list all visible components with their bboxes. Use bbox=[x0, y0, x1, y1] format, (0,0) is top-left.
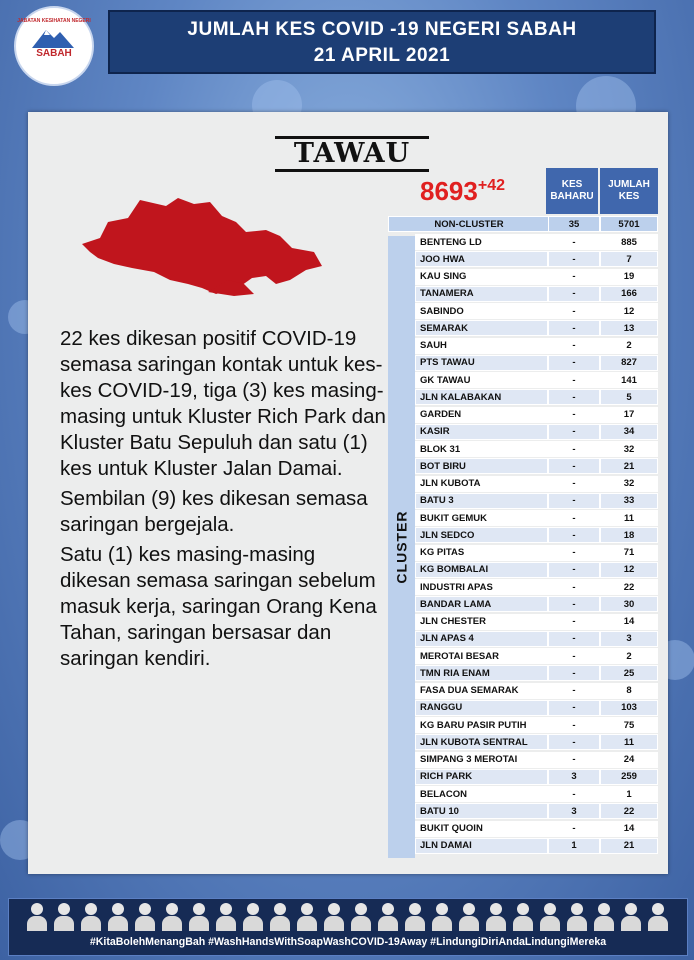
cluster-name: PTS TAWAU bbox=[415, 355, 548, 371]
cluster-total-cases: 21 bbox=[600, 458, 658, 474]
person-icon bbox=[378, 903, 398, 931]
cluster-total-cases: 166 bbox=[600, 286, 658, 302]
cluster-new-cases: - bbox=[548, 821, 600, 837]
cluster-new-cases: - bbox=[548, 786, 600, 802]
cluster-new-cases: - bbox=[548, 303, 600, 319]
cluster-new-cases: - bbox=[548, 355, 600, 371]
non-cluster-new: 35 bbox=[548, 216, 600, 232]
cluster-new-cases: - bbox=[548, 407, 600, 423]
header-total-cases: JUMLAH KES bbox=[600, 168, 658, 214]
cumulative-cases: 8693 bbox=[420, 176, 478, 206]
cluster-total-cases: 24 bbox=[600, 752, 658, 768]
cluster-name: BANDAR LAMA bbox=[415, 596, 548, 612]
cluster-name: SEMARAK bbox=[415, 320, 548, 336]
cluster-name: BATU 10 bbox=[415, 803, 548, 819]
logo-tagline: JABATAN KESIHATAN NEGERI bbox=[17, 18, 91, 24]
cluster-new-cases: - bbox=[548, 648, 600, 664]
person-icon bbox=[459, 903, 479, 931]
district-title: TAWAU bbox=[275, 136, 429, 172]
cluster-total-cases: 2 bbox=[600, 648, 658, 664]
cluster-new-cases: - bbox=[548, 527, 600, 543]
cluster-total-cases: 103 bbox=[600, 700, 658, 716]
cluster-total-cases: 141 bbox=[600, 372, 658, 388]
person-icon bbox=[216, 903, 236, 931]
cluster-total-cases: 3 bbox=[600, 631, 658, 647]
cluster-name: JLN CHESTER bbox=[415, 614, 548, 630]
cluster-name: BATU 3 bbox=[415, 493, 548, 509]
cluster-new-cases: - bbox=[548, 372, 600, 388]
person-icon bbox=[486, 903, 506, 931]
cluster-new-cases: - bbox=[548, 683, 600, 699]
description-contact-screening: 22 kes dikesan positif COVID-19 semasa saringan kontak untuk kes-kes COVID-19, tiga (3) kes masing-masing untuk Kluster Rich Park dan Kluster Batu Sepuluh dan satu (1) kes untuk Kluster Jalan Damai. bbox=[60, 327, 386, 480]
header-title: JUMLAH KES COVID -19 NEGERI SABAH bbox=[187, 19, 577, 40]
cluster-name: KG PITAS bbox=[415, 545, 548, 561]
person-icon bbox=[243, 903, 263, 931]
cluster-total-cases: 25 bbox=[600, 665, 658, 681]
cluster-new-cases: 3 bbox=[548, 803, 600, 819]
page-header bbox=[108, 10, 656, 74]
cluster-new-cases: - bbox=[548, 389, 600, 405]
cluster-new-cases: - bbox=[548, 752, 600, 768]
person-icon bbox=[81, 903, 101, 931]
header-date: 21 APRIL 2021 bbox=[313, 45, 451, 66]
cluster-total-cases: 8 bbox=[600, 683, 658, 699]
cluster-total-cases: 32 bbox=[600, 476, 658, 492]
person-icon bbox=[54, 903, 74, 931]
cluster-new-cases: - bbox=[548, 424, 600, 440]
cluster-total-cases: 75 bbox=[600, 717, 658, 733]
cluster-name: BELACON bbox=[415, 786, 548, 802]
cluster-new-cases: - bbox=[548, 631, 600, 647]
cluster-name: GARDEN bbox=[415, 407, 548, 423]
person-icon bbox=[513, 903, 533, 931]
cluster-total-cases: 1 bbox=[600, 786, 658, 802]
cluster-new-cases: - bbox=[548, 286, 600, 302]
cluster-new-cases: - bbox=[548, 234, 600, 250]
person-icon bbox=[297, 903, 317, 931]
description-symptomatic-screening: Sembilan (9) kes dikesan semasa saringan bergejala. bbox=[60, 487, 368, 536]
cluster-total-cases: 14 bbox=[600, 614, 658, 630]
header-new-cases: KES BAHARU bbox=[546, 168, 598, 214]
footer-hashtags: #KitaBolehMenangBah #WashHandsWithSoapWashCOVID-19Away #LindungiDiriAndaLindungiMereka bbox=[89, 936, 607, 948]
cluster-total-cases: 71 bbox=[600, 545, 658, 561]
cluster-total-cases: 2 bbox=[600, 338, 658, 354]
cluster-new-cases: - bbox=[548, 338, 600, 354]
cluster-name: SIMPANG 3 MEROTAI bbox=[415, 752, 548, 768]
cluster-name: KAU SING bbox=[415, 269, 548, 285]
cluster-total-cases: 12 bbox=[600, 303, 658, 319]
cluster-total-cases: 32 bbox=[600, 441, 658, 457]
cluster-total-cases: 12 bbox=[600, 562, 658, 578]
cluster-total-cases: 21 bbox=[600, 838, 658, 854]
cluster-new-cases: 3 bbox=[548, 769, 600, 785]
cluster-name: BOT BIRU bbox=[415, 458, 548, 474]
cluster-total-cases: 259 bbox=[600, 769, 658, 785]
cluster-total-cases: 7 bbox=[600, 251, 658, 267]
cluster-new-cases: - bbox=[548, 717, 600, 733]
cluster-name: KASIR bbox=[415, 424, 548, 440]
cluster-name: JLN KALABAKAN bbox=[415, 389, 548, 405]
cluster-name: BENTENG LD bbox=[415, 234, 548, 250]
person-icon bbox=[540, 903, 560, 931]
cluster-new-cases: - bbox=[548, 614, 600, 630]
cluster-new-cases: - bbox=[548, 545, 600, 561]
cluster-total-cases: 11 bbox=[600, 734, 658, 750]
cluster-label-text: CLUSTER bbox=[393, 510, 410, 584]
cluster-new-cases: - bbox=[548, 251, 600, 267]
cluster-total-cases: 34 bbox=[600, 424, 658, 440]
cluster-new-cases: - bbox=[548, 665, 600, 681]
non-cluster-total: 5701 bbox=[600, 216, 658, 232]
person-icon bbox=[432, 903, 452, 931]
cluster-name: MEROTAI BESAR bbox=[415, 648, 548, 664]
person-icon bbox=[405, 903, 425, 931]
person-icon bbox=[648, 903, 668, 931]
cluster-total-cases: 5 bbox=[600, 389, 658, 405]
cluster-new-cases: - bbox=[548, 493, 600, 509]
cluster-name: SABINDO bbox=[415, 303, 548, 319]
cluster-name: JLN SEDCO bbox=[415, 527, 548, 543]
cluster-total-cases: 885 bbox=[600, 234, 658, 250]
cluster-name: JOO HWA bbox=[415, 251, 548, 267]
cluster-total-cases: 17 bbox=[600, 407, 658, 423]
case-description bbox=[60, 326, 390, 676]
cluster-name: RANGGU bbox=[415, 700, 548, 716]
person-icon bbox=[567, 903, 587, 931]
cluster-name: JLN APAS 4 bbox=[415, 631, 548, 647]
description-other-screening: Satu (1) kes masing-masing dikesan semasa saringan sebelum masuk kerja, saringan Orang Kena Tahan, saringan bersasar dan saringan kendiri. bbox=[60, 543, 377, 670]
cluster-new-cases: - bbox=[548, 579, 600, 595]
cluster-total-cases: 19 bbox=[600, 269, 658, 285]
cluster-new-cases: - bbox=[548, 458, 600, 474]
cluster-new-cases: - bbox=[548, 562, 600, 578]
cluster-name: TMN RIA ENAM bbox=[415, 665, 548, 681]
cluster-name: JLN KUBOTA bbox=[415, 476, 548, 492]
cluster-new-cases: - bbox=[548, 269, 600, 285]
cluster-name: JLN DAMAI bbox=[415, 838, 548, 854]
tawau-map-icon bbox=[70, 192, 330, 302]
person-icon bbox=[108, 903, 128, 931]
cluster-side-label bbox=[388, 236, 415, 858]
cluster-name: TANAMERA bbox=[415, 286, 548, 302]
new-cases-count: +42 bbox=[477, 177, 505, 194]
cluster-new-cases: 1 bbox=[548, 838, 600, 854]
person-icon bbox=[270, 903, 290, 931]
cluster-name: FASA DUA SEMARAK bbox=[415, 683, 548, 699]
cluster-name: RICH PARK bbox=[415, 769, 548, 785]
cluster-name: INDUSTRI APAS bbox=[415, 579, 548, 595]
cluster-new-cases: - bbox=[548, 320, 600, 336]
person-icon bbox=[135, 903, 155, 931]
cluster-total-cases: 827 bbox=[600, 355, 658, 371]
person-icon bbox=[27, 903, 47, 931]
cluster-new-cases: - bbox=[548, 476, 600, 492]
person-icon bbox=[324, 903, 344, 931]
person-icon bbox=[351, 903, 371, 931]
footer-banner bbox=[8, 898, 688, 956]
cluster-total-cases: 18 bbox=[600, 527, 658, 543]
cluster-name: BUKIT QUOIN bbox=[415, 821, 548, 837]
cluster-name: BLOK 31 bbox=[415, 441, 548, 457]
sabah-health-logo bbox=[14, 6, 94, 86]
cluster-new-cases: - bbox=[548, 596, 600, 612]
cluster-new-cases: - bbox=[548, 510, 600, 526]
cluster-name: GK TAWAU bbox=[415, 372, 548, 388]
cluster-total-cases: 14 bbox=[600, 821, 658, 837]
person-icon bbox=[189, 903, 209, 931]
cluster-name: JLN KUBOTA SENTRAL bbox=[415, 734, 548, 750]
cluster-new-cases: - bbox=[548, 700, 600, 716]
person-icon bbox=[621, 903, 641, 931]
case-total bbox=[420, 176, 505, 207]
cluster-total-cases: 22 bbox=[600, 579, 658, 595]
cluster-name: KG BARU PASIR PUTIH bbox=[415, 717, 548, 733]
person-icon bbox=[162, 903, 182, 931]
cluster-name: BUKIT GEMUK bbox=[415, 510, 548, 526]
cluster-total-cases: 33 bbox=[600, 493, 658, 509]
cluster-total-cases: 11 bbox=[600, 510, 658, 526]
non-cluster-name: NON-CLUSTER bbox=[388, 216, 550, 232]
logo-name: SABAH bbox=[36, 48, 72, 59]
cluster-total-cases: 30 bbox=[600, 596, 658, 612]
cluster-total-cases: 22 bbox=[600, 803, 658, 819]
cluster-new-cases: - bbox=[548, 441, 600, 457]
cluster-name: SAUH bbox=[415, 338, 548, 354]
person-icon bbox=[594, 903, 614, 931]
cluster-new-cases: - bbox=[548, 734, 600, 750]
cluster-total-cases: 13 bbox=[600, 320, 658, 336]
cluster-name: KG BOMBALAI bbox=[415, 562, 548, 578]
